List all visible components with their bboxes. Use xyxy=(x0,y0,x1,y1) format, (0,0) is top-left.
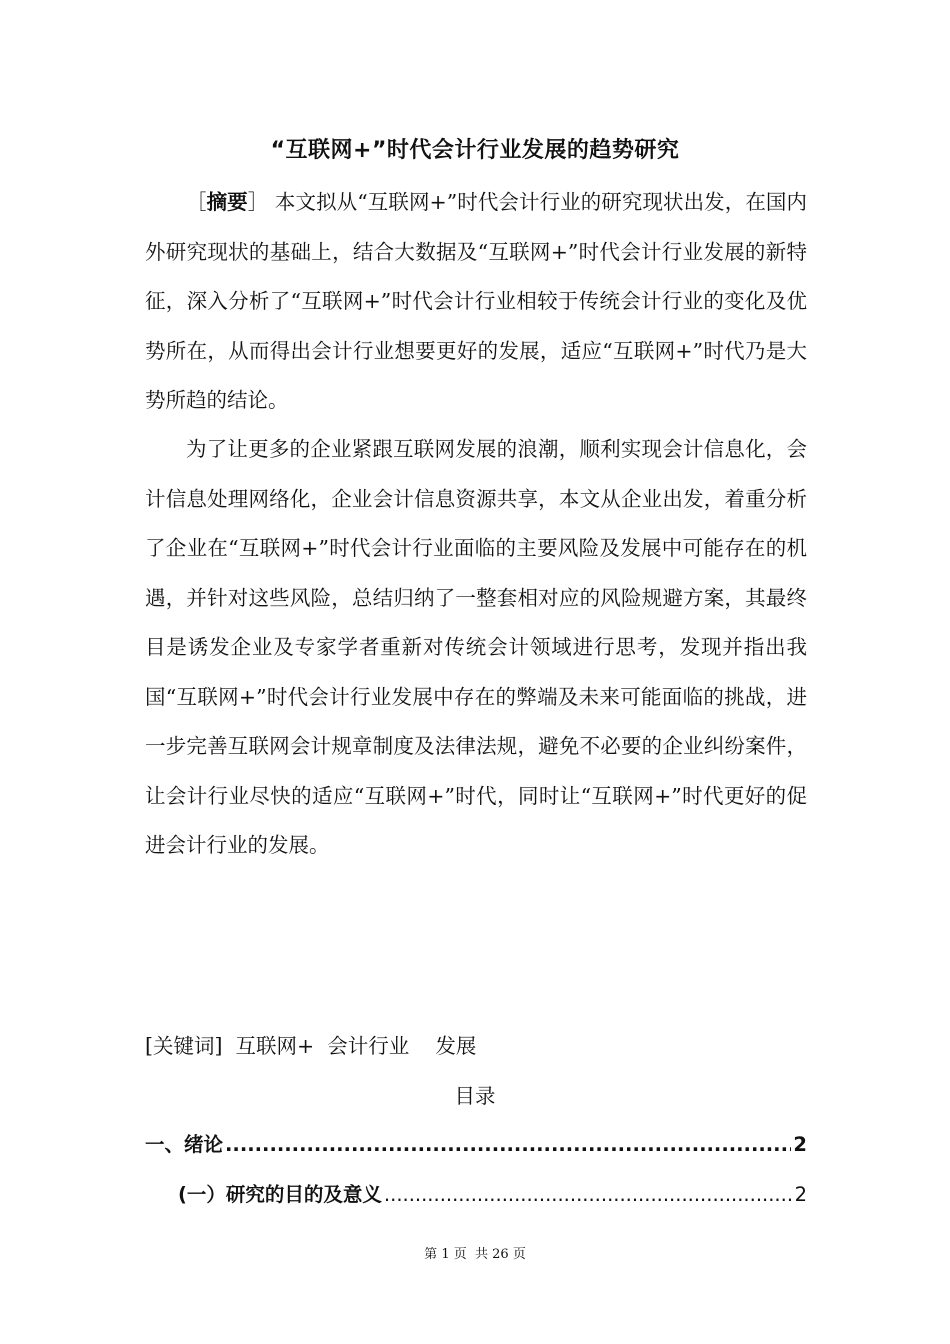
toc-title: 目录 xyxy=(454,1084,496,1108)
abstract-label: 摘要 xyxy=(206,190,248,214)
keyword-item: 会计行业 xyxy=(327,1034,410,1058)
keywords-label: [关键词] xyxy=(145,1034,223,1058)
abstract-paragraph-2 xyxy=(145,425,807,871)
page-footer xyxy=(0,1245,950,1265)
keyword-item: 发展 xyxy=(435,1034,477,1058)
footer-prefix: 第 xyxy=(424,1247,438,1262)
abstract-paragraph-1 xyxy=(145,178,807,426)
document-title: “互联网+”时代会计行业发展的趋势研究 xyxy=(270,138,680,163)
toc-entry-label: 一、绪论 xyxy=(145,1133,224,1156)
toc-leader-dots xyxy=(384,1178,793,1212)
keyword-item: 互联网+ xyxy=(235,1034,315,1058)
keywords-line xyxy=(145,1028,476,1064)
toc-entry[interactable] xyxy=(178,1178,807,1212)
abstract-text-1: 本文拟从“互联网+”时代会计行业的研究现状出发，在国内外研究现状的基础上，结合大数据及“互联网+”时代会计行业发展的新特征，深入分析了“互联网+”时代会计行业相较于传统会计行业的变化及优势所在，从而得出会计行业想要更好的发展，适应“互联网+”时代乃是大势所趋的结论。 xyxy=(145,190,807,412)
toc-leader-dots xyxy=(225,1128,791,1162)
toc-entry-page: 2 xyxy=(793,1133,807,1156)
footer-suffix: 页 xyxy=(512,1247,526,1262)
abstract-text-2: 为了让更多的企业紧跟互联网发展的浪潮，顺利实现会计信息化，会计信息处理网络化，企业会计信息资源共享，本文从企业出发，着重分析了企业在“互联网+”时代会计行业面临的主要风险及发展中可能存在的机遇，并针对这些风险，总结归纳了一整套相对应的风险规避方案，其最终目是诱发企业及专家学者重新对传统会计领域进行思考，发现并指出我国“互联网+”时代会计行业发展中存在的弊端及未来可能面临的挑战，进一步完善互联网会计规章制度及法律法规，避免不必要的企业纠纷案件，让会计行业尽快的适应“互联网+”时代，同时让“互联网+”时代更好的促进会计行业的发展。 xyxy=(145,437,807,857)
toc-entry-page: 2 xyxy=(794,1183,807,1206)
abstract-bracket-close: ］ xyxy=(247,190,269,214)
toc-entry-label: (一）研究的目的及意义 xyxy=(178,1183,382,1206)
footer-middle: 页 共 xyxy=(453,1247,488,1262)
abstract-bracket-open: ［ xyxy=(186,190,207,214)
footer-total-pages: 26 xyxy=(492,1247,509,1262)
footer-current-page: 1 xyxy=(441,1247,450,1262)
toc-entry[interactable] xyxy=(145,1128,807,1162)
